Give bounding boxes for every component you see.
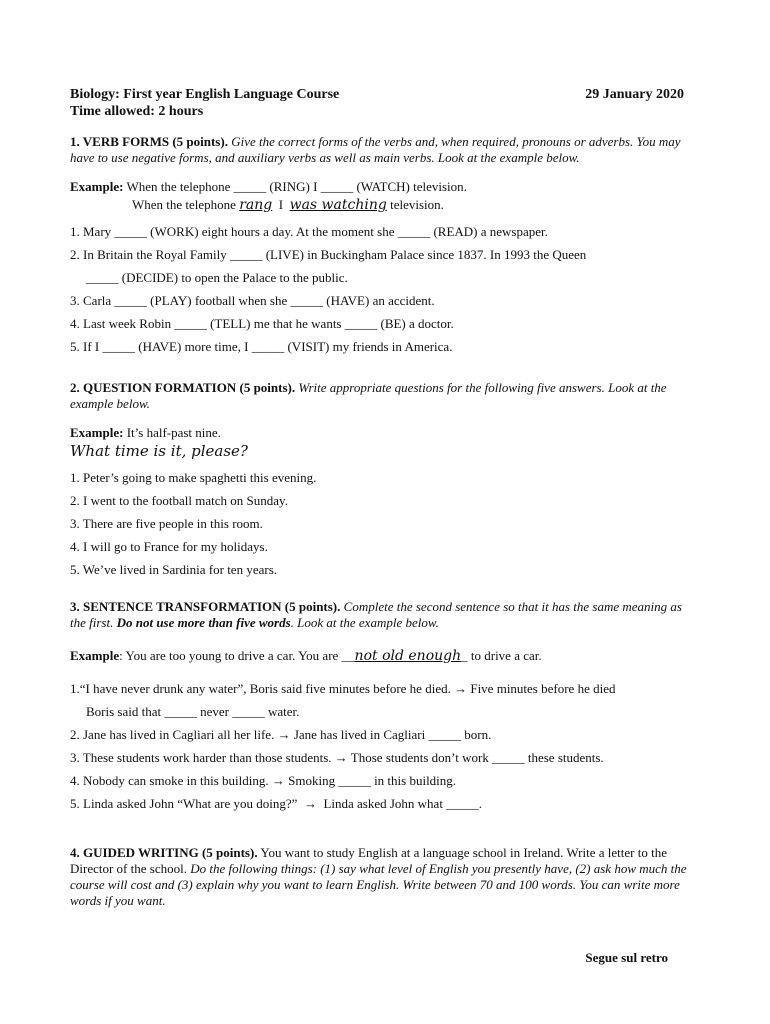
section-3-heading <box>70 599 700 631</box>
question-item: 4. I will go to France for my holidays. <box>70 539 268 554</box>
section-1-heading <box>70 134 700 166</box>
question-item: 3. Carla _____ (PLAY) football when she _____ (HAVE) an accident. <box>70 293 435 308</box>
question-item: Boris said that _____ never _____ water. <box>86 704 300 719</box>
example-label: Example: <box>70 179 124 194</box>
example-text: television. <box>390 197 444 212</box>
question-item: 2. Jane has lived in Cagliari all her life. → Jane has lived in Cagliari _____ born. <box>70 727 492 742</box>
question-item: _____ (DECIDE) to open the Palace to the public. <box>86 270 348 285</box>
section-4-instructions: Do the following things: (1) say what level of English you presently have, (2) ask how much the course will cost and (3) explain why you want to learn English. Write between 70 and 100 words. You can write more words if you want. <box>70 861 687 908</box>
section-1-title: 1. VERB FORMS (5 points). <box>70 134 228 149</box>
question-item: 5. We’ve lived in Sardinia for ten years. <box>70 562 278 577</box>
example-text: When the telephone <box>132 197 236 212</box>
section-3-items <box>70 677 700 815</box>
example-line-1: When the telephone _____ (RING) I _____ (WATCH) television. <box>126 179 467 194</box>
example-text: It’s half-past nine. <box>126 425 221 440</box>
question-item: 1. Mary _____ (WORK) eight hours a day. At the moment she _____ (READ) a newspaper. <box>70 224 548 239</box>
question-item: 1.“I have never drunk any water”, Boris said five minutes before he died. → Five minutes before he died <box>70 681 616 696</box>
question-item: 5. If I _____ (HAVE) more time, I _____ (VISIT) my friends in America. <box>70 339 453 354</box>
question-item: 3. There are five people in this room. <box>70 516 263 531</box>
example-label: Example <box>70 648 120 663</box>
header <box>70 86 700 120</box>
question-item: 4. Last week Robin _____ (TELL) me that he wants _____ (BE) a doctor. <box>70 316 454 331</box>
arrow-right-icon: → <box>303 796 317 811</box>
section-3-example <box>70 647 700 665</box>
time-allowed: Time allowed: 2 hours <box>70 104 204 119</box>
question-item: 4. Nobody can smoke in this building. → Smoking _____ in this building. <box>70 773 457 788</box>
question-item: 1. Peter’s going to make spaghetti this evening. <box>70 470 317 485</box>
course-title: Biology: First year English Language Course <box>70 87 340 102</box>
arrow-right-icon: → <box>334 750 348 765</box>
section-1-instructions: Give the correct forms of the verbs and, when required, pronouns or adverbs. You may have to use negative forms, and auxiliary verbs as well as main verbs. Look at the example below. <box>70 134 681 165</box>
section-3-instructions: Complete the second sentence so that it has the same meaning as the first. Do not use more than five words. Look at the example below. <box>70 599 682 630</box>
section-4-heading <box>70 845 700 909</box>
footer-note: Segue sul retro <box>585 950 668 965</box>
section-4-text: You want to study English at a language school in Ireland. Write a letter to the Director of the school. <box>70 845 667 876</box>
exam-page <box>70 86 700 909</box>
section-2-heading <box>70 380 700 412</box>
question-item: 5. Linda asked John “What are you doing?” → Linda asked John what _____. <box>70 796 482 811</box>
section-2-instructions: Write appropriate questions for the following five answers. Look at the example below. <box>70 380 667 411</box>
section-4-title: 4. GUIDED WRITING (5 points). <box>70 845 258 860</box>
question-item: 2. In Britain the Royal Family _____ (LIVE) in Buckingham Palace since 1837. In 1993 the Queen <box>70 247 587 262</box>
section-3-title: 3. SENTENCE TRANSFORMATION (5 points). <box>70 599 341 614</box>
example-answer-2: was watching <box>289 197 387 213</box>
example-label: Example: <box>70 425 124 440</box>
section-2-items <box>70 466 700 581</box>
section-2-title: 2. QUESTION FORMATION (5 points). <box>70 380 296 395</box>
example-text: I <box>278 197 284 212</box>
arrow-right-icon: → <box>454 681 468 696</box>
arrow-right-icon: → <box>277 727 291 742</box>
example-answer: not old enough <box>354 648 462 664</box>
arrow-right-icon: → <box>271 773 285 788</box>
section-2-example <box>70 424 700 460</box>
example-line-2 <box>70 196 700 214</box>
section-1-items <box>70 220 700 358</box>
question-item: 2. I went to the football match on Sunday. <box>70 493 288 508</box>
section-1-example <box>70 178 700 214</box>
example-answer-1: rang <box>239 197 273 213</box>
question-item: 3. These students work harder than those students. → Those students don’t work _____ these students. <box>70 750 604 765</box>
example-answer: What time is it, please? <box>70 442 248 460</box>
exam-date: 29 January 2020 <box>585 87 684 102</box>
example-text: _ to drive a car. <box>461 648 542 663</box>
example-text: : You are too young to drive a car. You are __ <box>119 648 355 663</box>
